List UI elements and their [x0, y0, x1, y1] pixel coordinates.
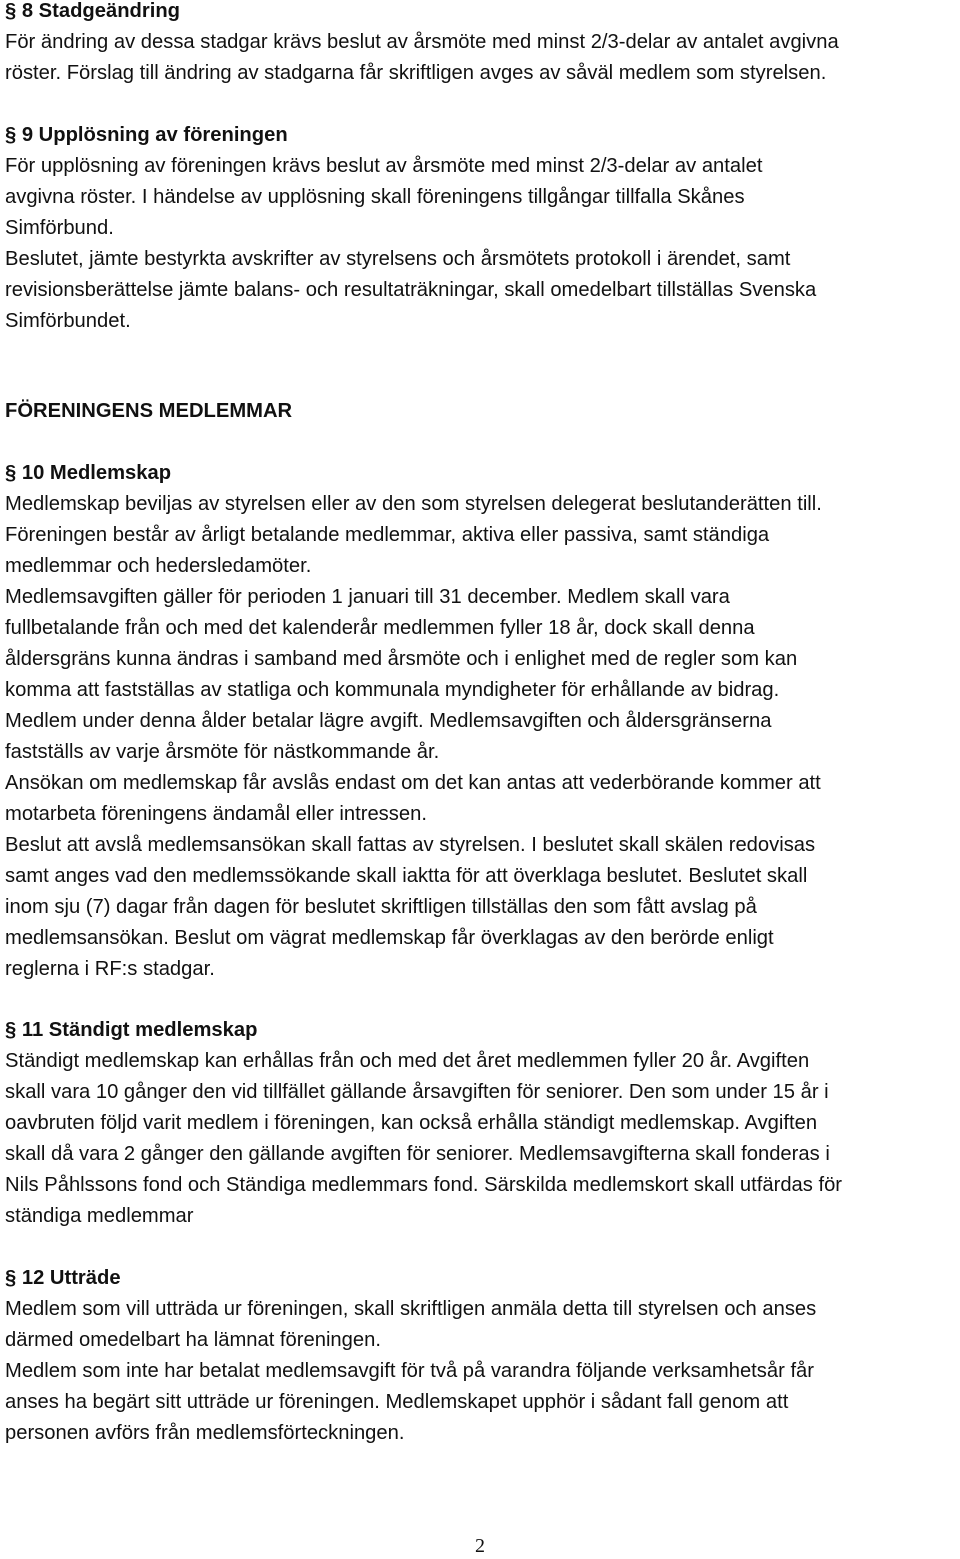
section-8-heading: § 8 Stadgeändring	[5, 0, 180, 22]
section-11-line: skall då vara 2 gånger den gällande avgiften för seniorer. Medlemsavgifterna skall fonderas i	[5, 1143, 830, 1165]
section-9-line: Beslutet, jämte bestyrkta avskrifter av styrelsens och årsmötets protokoll i ärendet, samt	[5, 248, 791, 270]
section-10-line: inom sju (7) dagar från dagen för beslutet skriftligen tillställas den som fått avslag på	[5, 896, 757, 918]
section-11-line: skall vara 10 gånger den vid tillfället gällande årsavgiften för seniorer. Den som under 15 år i	[5, 1081, 829, 1103]
chapter-heading: FÖRENINGENS MEDLEMMAR	[5, 400, 293, 422]
section-10-line: medlemmar och hedersledamöter.	[5, 555, 312, 577]
section-10-line: Medlemsavgiften gäller för perioden 1 januari till 31 december. Medlem skall vara	[5, 586, 730, 608]
section-9-line: Simförbundet.	[5, 310, 131, 332]
section-10-line: Medlemskap beviljas av styrelsen eller av den som styrelsen delegerat beslutanderätten till.	[5, 493, 822, 515]
section-10-line: åldersgräns kunna ändras i samband med årsmöte och i enlighet med de regler som kan	[5, 648, 798, 670]
section-12-line: Medlem som vill utträda ur föreningen, skall skriftligen anmäla detta till styrelsen och anses	[5, 1298, 817, 1320]
section-9-heading: § 9 Upplösning av föreningen	[5, 124, 288, 146]
section-11-line: oavbruten följd varit medlem i föreningen, kan också erhålla ständigt medlemskap. Avgiften	[5, 1112, 818, 1134]
section-10-line: Föreningen består av årligt betalande medlemmar, aktiva eller passiva, samt ständiga	[5, 524, 770, 546]
section-10-line: komma att fastställas av statliga och kommunala myndigheter för erhållande av bidrag.	[5, 679, 780, 701]
section-9-line: avgivna röster. I händelse av upplösning skall föreningens tillgångar tillfalla Skånes	[5, 186, 745, 208]
section-12-line: Medlem som inte har betalat medlemsavgift för två på varandra följande verksamhetsår får	[5, 1360, 814, 1382]
section-10-line: fastställs av varje årsmöte för nästkommande år.	[5, 741, 440, 763]
section-10-line: samt anges vad den medlemssökande skall iaktta för att överklaga beslutet. Beslutet skall	[5, 865, 808, 887]
section-10-line: Medlem under denna ålder betalar lägre avgift. Medlemsavgiften och åldersgränserna	[5, 710, 772, 732]
section-10-line: medlemsansökan. Beslut om vägrat medlemskap får överklagas av den berörde enligt	[5, 927, 774, 949]
section-10-line: fullbetalande från och med det kalenderår medlemmen fyller 18 år, dock skall denna	[5, 617, 755, 639]
section-8-line: För ändring av dessa stadgar krävs beslut av årsmöte med minst 2/3-delar av antalet avgivna	[5, 31, 839, 53]
section-10-line: motarbeta föreningens ändamål eller intressen.	[5, 803, 427, 825]
section-10-line: Ansökan om medlemskap får avslås endast om det kan antas att vederbörande kommer att	[5, 772, 821, 794]
section-12-line: personen avförs från medlemsförteckningen.	[5, 1422, 405, 1444]
section-10-line: Beslut att avslå medlemsansökan skall fattas av styrelsen. I beslutet skall skälen redovisas	[5, 834, 816, 856]
section-9-line: revisionsberättelse jämte balans- och resultaträkningar, skall omedelbart tillställas Svenska	[5, 279, 817, 301]
section-9-line: För upplösning av föreningen krävs beslut av årsmöte med minst 2/3-delar av antalet	[5, 155, 763, 177]
section-11-line: ständiga medlemmar	[5, 1205, 194, 1227]
section-12-line: därmed omedelbart ha lämnat föreningen.	[5, 1329, 381, 1351]
section-11-line: Nils Påhlssons fond och Ständiga medlemmars fond. Särskilda medlemskort skall utfärdas för	[5, 1174, 843, 1196]
page-number: 2	[475, 1535, 485, 1557]
section-8-line: röster. Förslag till ändring av stadgarna får skriftligen avges av såväl medlem som styrelsen.	[5, 62, 827, 84]
section-10-line: reglerna i RF:s stadgar.	[5, 958, 215, 980]
section-11-heading: § 11 Ständigt medlemskap	[5, 1019, 258, 1041]
section-11-line: Ständigt medlemskap kan erhållas från och med det året medlemmen fyller 20 år. Avgiften	[5, 1050, 810, 1072]
section-12-line: anses ha begärt sitt utträde ur föreningen. Medlemskapet upphör i sådant fall genom att	[5, 1391, 789, 1413]
section-10-heading: § 10 Medlemskap	[5, 462, 172, 484]
section-12-heading: § 12 Utträde	[5, 1267, 121, 1289]
section-9-line: Simförbund.	[5, 217, 114, 239]
